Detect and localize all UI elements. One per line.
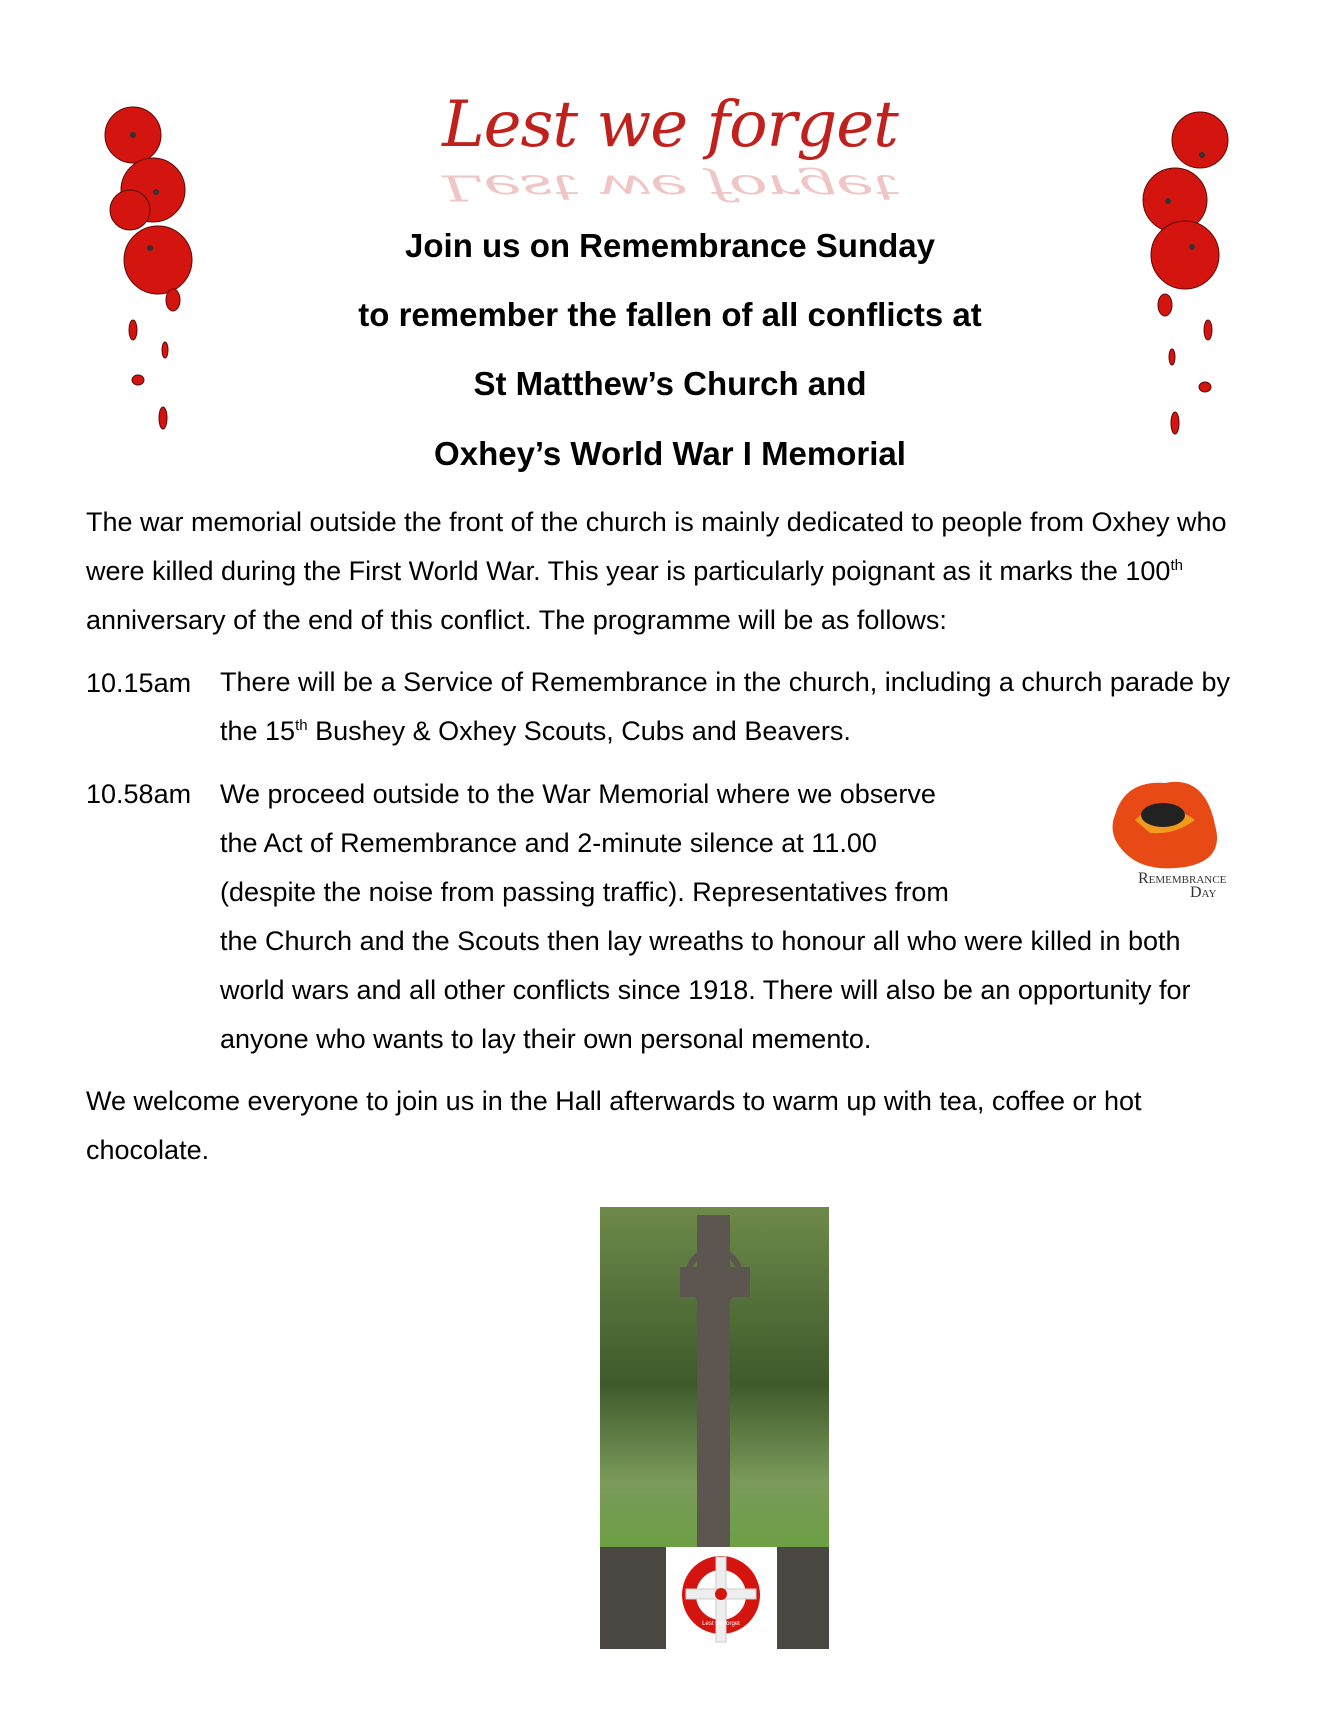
programme-text: We proceed outside to the War Memorial where we observe the Act of Remembrance and 2-minute silence at 11.00 (despite the noise from passing traffic). Representatives from the Church and the Scouts then lay wreaths to honour all who were killed in both world wars and all other conflicts since 1918. There will also be an opportunity for anyone who wants to lay their own personal memento. [220, 779, 1191, 1054]
heading-line-4: Oxhey’s World War I Memorial [434, 435, 906, 472]
superscript: th [1170, 557, 1183, 574]
heading-line-3: St Matthew’s Church and [473, 365, 867, 402]
programme-time-2: 10.58am [86, 779, 192, 809]
programme-text-end: Bushey & Oxhey Scouts, Cubs and Beavers. [307, 716, 851, 746]
programme-text: There will be a Service of Remembrance in the church, including a church parade by the 15 [220, 667, 1231, 746]
page-title: Lest we forget [442, 88, 898, 162]
programme-item-2 [220, 770, 1250, 1064]
closing-paragraph: We welcome everyone to join us in the Hall afterwards to warm up with tea, coffee or hot chocolate. [86, 1086, 1142, 1165]
logo-text-2: Day [1190, 884, 1217, 901]
superscript: th [295, 717, 308, 734]
programme-time-1: 10.15am [86, 668, 192, 698]
heading-line-1: Join us on Remembrance Sunday [405, 227, 935, 264]
intro-text: The war memorial outside the front of the church is mainly dedicated to people from Oxhey who were killed during the First World War. This year is particularly poignant as it marks the 100 [86, 507, 1227, 586]
logo-text-1: Remembrance [1138, 870, 1227, 887]
intro-text-end: anniversary of the end of this conflict. The programme will be as follows: [86, 605, 947, 635]
wreath-ribbon-text: Lest we forget [702, 1621, 740, 1627]
war-memorial-photo [600, 1207, 829, 1649]
wreath-inset [666, 1547, 777, 1649]
title-reflection: Lest we forget [442, 166, 898, 208]
intro-paragraph [86, 498, 1266, 645]
programme-item-1 [220, 658, 1250, 756]
wreath-icon [666, 1547, 777, 1649]
heading-line-2: to remember the fallen of all conflicts at [358, 296, 982, 333]
